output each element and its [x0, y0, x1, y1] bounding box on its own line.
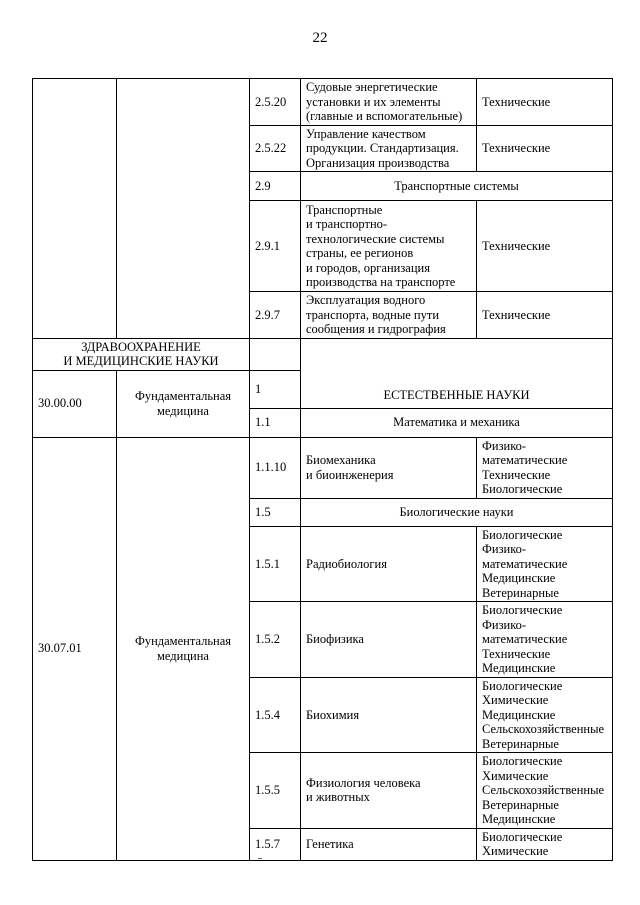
code-cell: 2.9 — [250, 172, 301, 201]
code-cell: 1.1.10 — [250, 437, 301, 498]
code-cell: 1.1 — [250, 408, 301, 437]
code-cell: 1 — [250, 370, 301, 408]
specialty-name-cell: Биохимия — [301, 677, 477, 753]
code-cell: 1.5.7 — [250, 828, 301, 860]
code-cell: 1.5.4 — [250, 677, 301, 753]
group-heading-cell: Биологические науки — [301, 498, 613, 526]
sciences-cell: Технические — [477, 79, 613, 126]
code-cell: 2.9.1 — [250, 201, 301, 292]
group-heading-cell: ЕСТЕСТВЕННЫЕ НАУКИ — [301, 338, 613, 408]
code-cell — [250, 338, 301, 370]
specialties-table — [32, 78, 613, 861]
sciences-cell: Биологические Физико- математические Технические Медицинские — [477, 602, 613, 678]
sciences-cell: Технические — [477, 201, 613, 292]
specialty-name-cell: Биомеханика и биоинженерия — [301, 437, 477, 498]
table-row — [33, 338, 613, 370]
left-code-cell — [33, 79, 117, 339]
code-cell: 2.5.20 — [250, 79, 301, 126]
sciences-cell: Технические — [477, 292, 613, 339]
sciences-cell: Биологические Химические Медицинские Сельскохозяйственные Ветеринарные — [477, 677, 613, 753]
specialty-name-cell: Эксплуатация водного транспорта, водные пути сообщения и гидрография — [301, 292, 477, 339]
table-row — [33, 437, 613, 498]
page-number: 22 — [312, 30, 328, 46]
sciences-cell: Биологические Химические Сельскохозяйственные Ветеринарные Медицинские — [477, 753, 613, 829]
code-cell: 1.5.5 — [250, 753, 301, 829]
specialty-name-cell: Радиобиология — [301, 526, 477, 602]
left-name-cell — [117, 79, 250, 339]
code-cell: 2.9.7 — [250, 292, 301, 339]
sciences-cell: Биологические Физико- математические Медицинские Ветеринарные — [477, 526, 613, 602]
sciences-cell: Технические — [477, 125, 613, 172]
sciences-cell: Физико- математические Технические Биологические — [477, 437, 613, 498]
code-cell: 1.5.1 — [250, 526, 301, 602]
specialty-name-cell: Транспортные и транспортно- технологические системы страны, ее регионов и городов, организация производства на транспорте — [301, 201, 477, 292]
specialty-name-cell: Физиология человека и животных — [301, 753, 477, 829]
specialty-name-cell: Генетика — [301, 828, 477, 860]
scan-artifact — [258, 858, 262, 859]
table-row — [33, 79, 613, 126]
specialty-name-cell: Управление качеством продукции. Стандартизация. Организация производства — [301, 125, 477, 172]
left-code-cell: 30.00.00 — [33, 370, 117, 437]
group-heading-cell: Транспортные системы — [301, 172, 613, 201]
sciences-cell: Биологические Химические — [477, 828, 613, 860]
left-code-cell: 30.07.01 — [33, 437, 117, 860]
left-name-cell: Фундаментальная медицина — [117, 370, 250, 437]
code-cell: 1.5.2 — [250, 602, 301, 678]
left-name-cell: Фундаментальная медицина — [117, 437, 250, 860]
code-cell: 2.5.22 — [250, 125, 301, 172]
group-heading-cell: Математика и механика — [301, 408, 613, 437]
section-heading-cell: ЗДРАВООХРАНЕНИЕ И МЕДИЦИНСКИЕ НАУКИ — [33, 338, 250, 370]
specialty-name-cell: Судовые энергетические установки и их элементы (главные и вспомогательные) — [301, 79, 477, 126]
code-cell: 1.5 — [250, 498, 301, 526]
specialty-name-cell: Биофизика — [301, 602, 477, 678]
